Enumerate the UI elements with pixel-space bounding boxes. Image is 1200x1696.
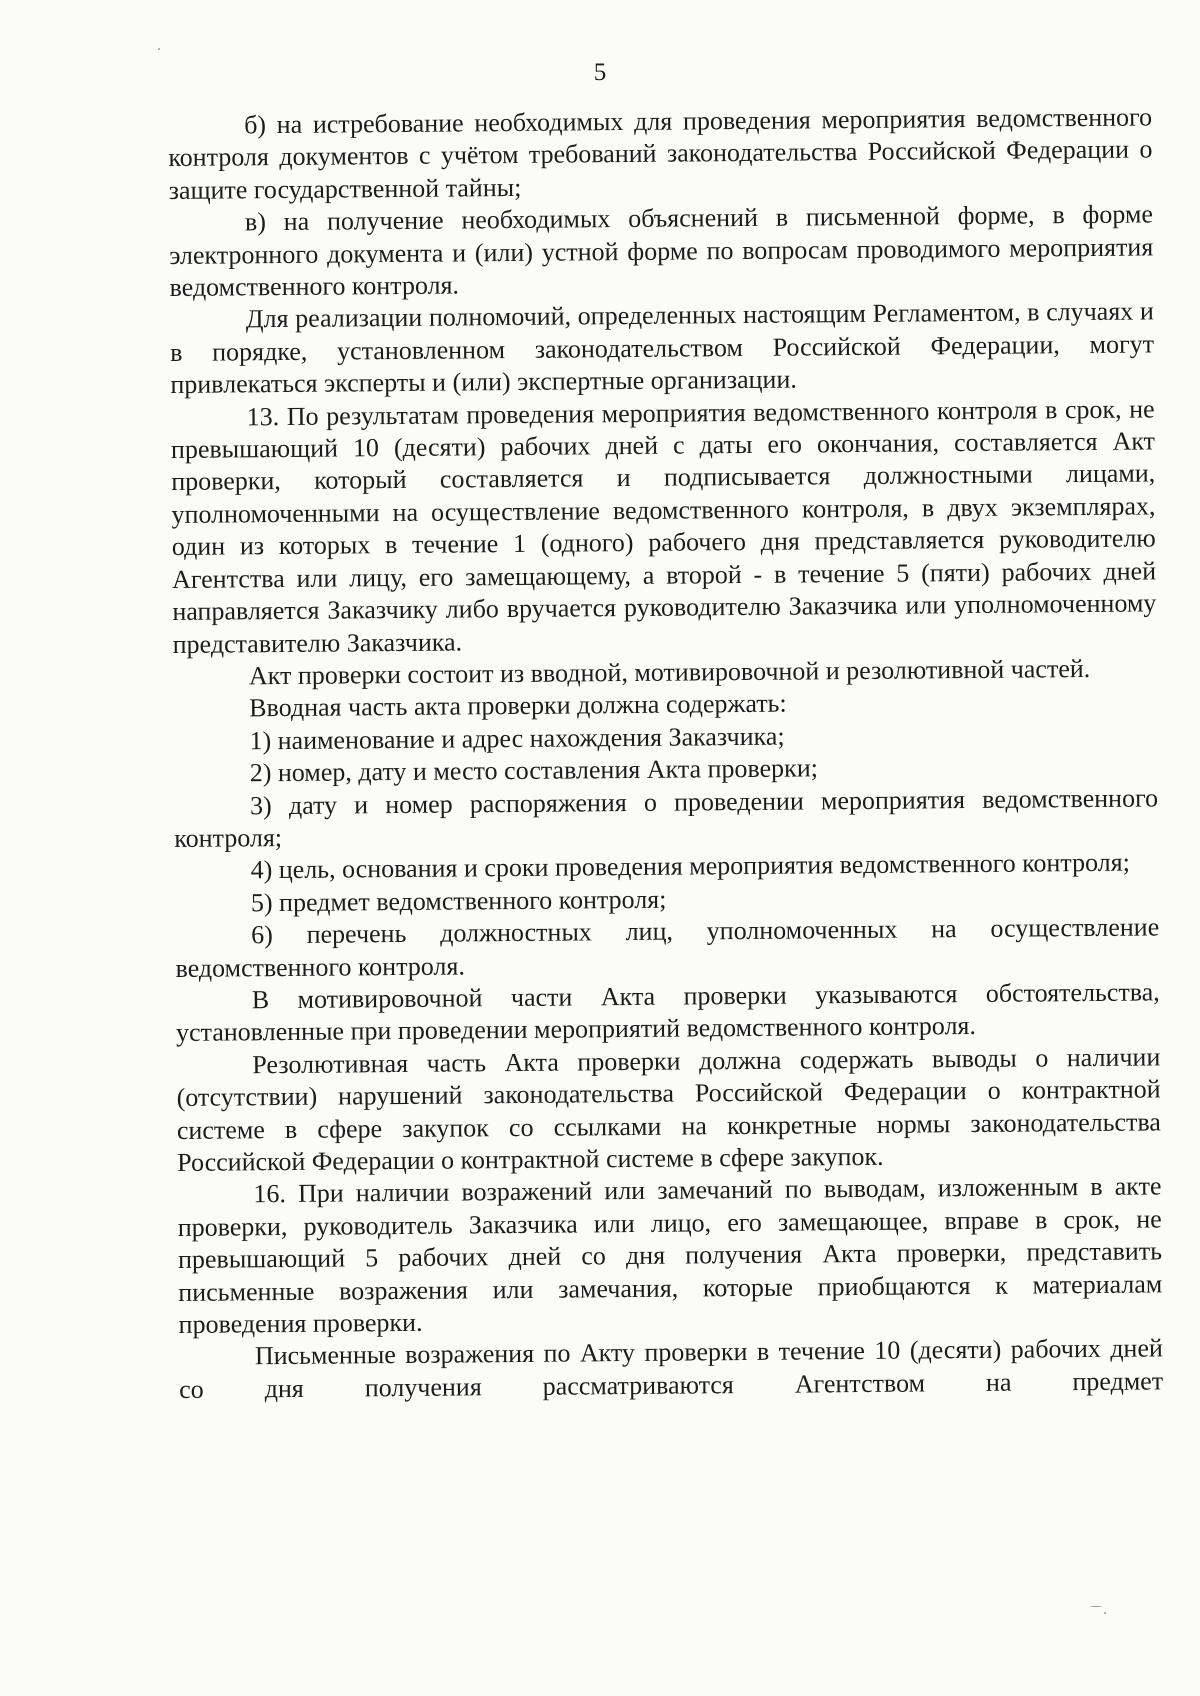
paragraph-motivational-part: В мотивировочной части Акта проверки указываются обстоятельства, установленные при проведении мероприятий ведомственного контроля. xyxy=(175,977,1160,1048)
list-item-6: 6) перечень должностных лиц, уполномоченных на осуществление ведомственного контроля. xyxy=(175,912,1160,983)
paragraph-item-v: в) на получение необходимых объяснений в письменной форме, в форме электронного документа и (или) устной форме по вопросам проводимого мероприятия ведомственного контроля. xyxy=(169,199,1154,303)
page-number: 5 xyxy=(593,59,607,86)
paragraph-introductory-part: Вводная часть акта проверки должна содержать: xyxy=(249,688,787,723)
scan-speck xyxy=(158,48,160,50)
document-body xyxy=(168,101,1163,1406)
list-item-3: 3) дату и номер распоряжения о проведении мероприятия ведомственного контроля; xyxy=(174,782,1159,853)
paragraph-written-objections: Письменные возражения по Акту проверки в течение 10 (десяти) рабочих дней со дня получения рассматриваются Агентством на предмет xyxy=(179,1333,1164,1404)
paragraph-act-structure: Акт проверки состоит из вводной, мотивировочной и резолютивной частей. xyxy=(248,653,1091,691)
paragraph-experts: Для реализации полномочий, определенных настоящим Регламентом, в случаях и в порядке, установленном законодательством Российской Федерации, могут привлекаться эксперты и (или) экспертные организации. xyxy=(169,296,1155,400)
paragraph-item-b: б) на истребование необходимых для проведения мероприятия ведомственного контроля документов с учётом требований законодательства Российской Федерации о защите государственной тайны; xyxy=(168,102,1153,205)
paragraph-resolutive-part: Резолютивная часть Акта проверки должна содержать выводы о наличии (отсутствии) нарушений законодательства Российской Федерации о контрактной системе в сфере закупок со ссылками на конкретные нормы законодательства Российской Федерации о контрактной системе в сфере закупок. xyxy=(176,1042,1161,1177)
paragraph-13-inspection-act: 13. По результатам проведения мероприятия ведомственного контроля в срок, не превышающий 10 (десяти) рабочих дней с даты его окончания, составляется Акт проверки, который составляется и подписывается должностными лицами, уполномоченными на осуществление ведомственного контроля, в двух экземплярах, один из которых в течение 1 (одного) рабочего дня представляется руководителю Агентства или лицу, его замещающему, а второй - в течение 5 (пяти) рабочих дней направляется Заказчику либо вручается руководителю Заказчика или уполномоченному представителю Заказчика. xyxy=(170,394,1157,659)
scan-speck xyxy=(1104,1612,1106,1614)
paragraph-16-objections: 16. При наличии возражений или замечаний по выводам, изложенным в акте проверки, руководитель Заказчика или лицо, его замещающее, вправе в срок, не превышающий 5 рабочих дней со дня получения Акта проверки, представить письменные возражения или замечания, которые приобщаются к материалам проведения проверки. xyxy=(177,1171,1163,1339)
list-item-5: 5) предмет ведомственного контроля; xyxy=(250,884,667,918)
list-item-4: 4) цель, основания и сроки проведения мероприятия ведомственного контроля; xyxy=(250,847,1130,885)
scan-speck xyxy=(1090,1606,1102,1607)
list-item-1: 1) наименование и адрес нахождения Заказчика; xyxy=(249,721,785,756)
list-item-2: 2) номер, дату и место составления Акта проверки; xyxy=(249,753,819,788)
